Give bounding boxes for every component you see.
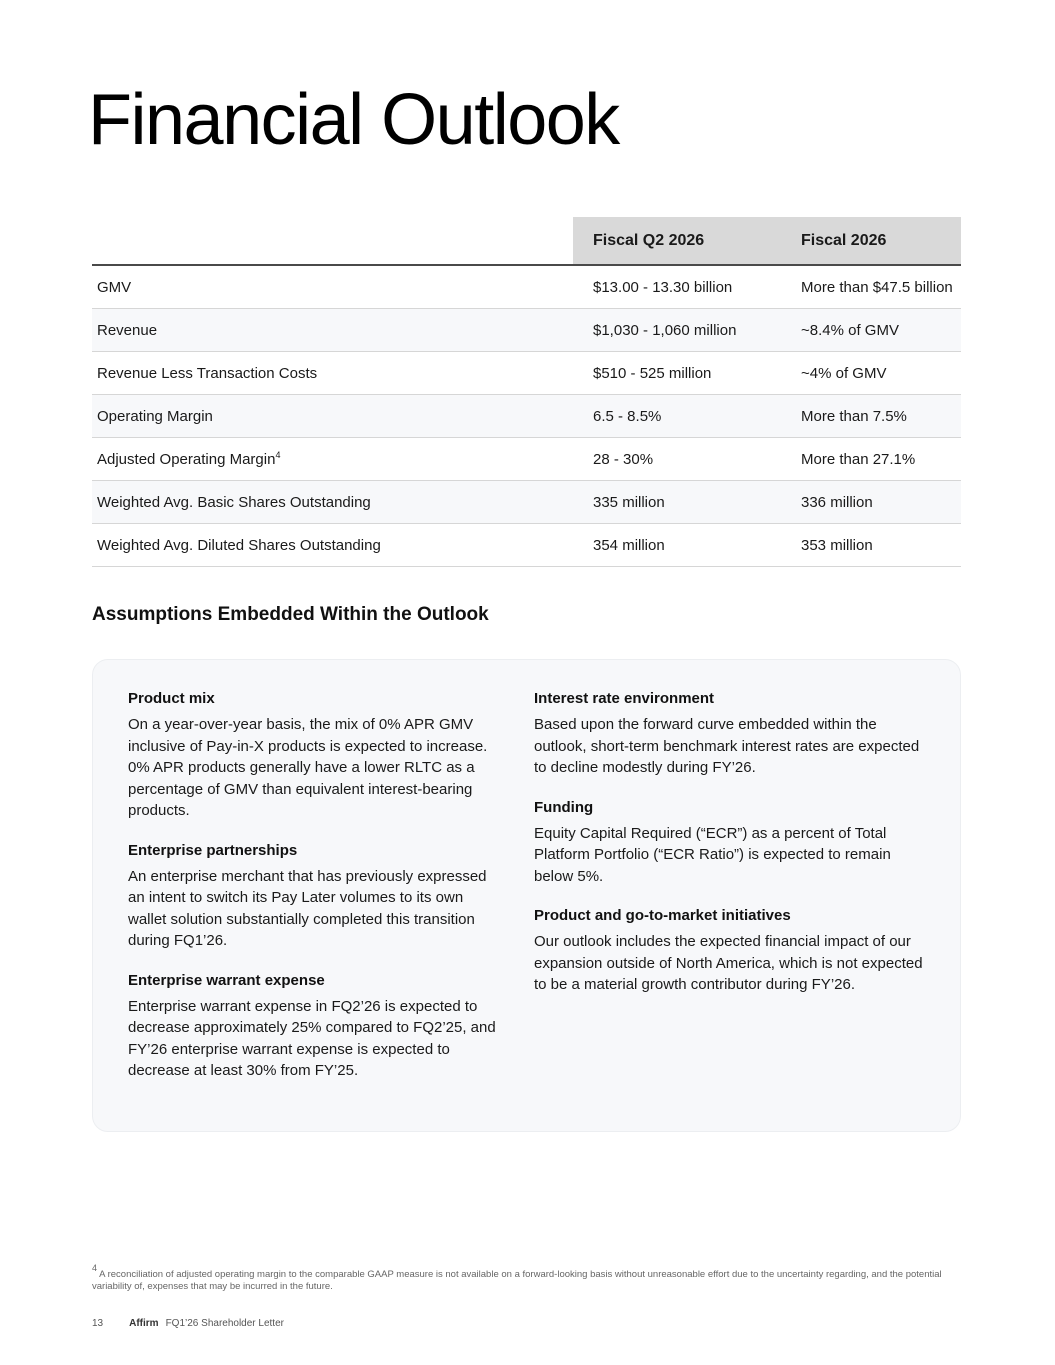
row-q2-value: 354 million — [573, 524, 787, 567]
row-fy-value: 336 million — [787, 481, 961, 524]
assumption-text: Equity Capital Required (“ECR”) as a percent of Total Platform Portfolio (“ECR Ratio”) is expected to remain below 5%. — [534, 824, 891, 885]
header-fiscal-2026: Fiscal 2026 — [787, 217, 961, 265]
row-metric: GMV — [92, 265, 573, 309]
footnote — [92, 1263, 962, 1293]
row-q2-value: $1,030 - 1,060 million — [573, 309, 787, 352]
table-row — [92, 265, 961, 309]
row-fy-value: 353 million — [787, 524, 961, 567]
assumption-text: On a year-over-year basis, the mix of 0% APR GMV inclusive of Pay-in-X products is expected to increase. 0% APR products generally have a lower RLTC as a percentage of GMV than equivalent interest-bearing products. — [128, 716, 488, 819]
outlook-table — [92, 217, 961, 567]
header-fiscal-q2-2026: Fiscal Q2 2026 — [573, 217, 787, 265]
table-row — [92, 395, 961, 438]
row-metric: Operating Margin — [92, 395, 573, 438]
table-row — [92, 309, 961, 352]
assumption-interest-rate-environment — [534, 690, 924, 779]
row-metric: Adjusted Operating Margin$^4$ — [92, 438, 573, 481]
row-fy-value: ~8.4% of GMV — [787, 309, 961, 352]
row-fy-value: ~4% of GMV — [787, 352, 961, 395]
page-footer — [92, 1318, 284, 1329]
table-row — [92, 524, 961, 567]
row-metric: Weighted Avg. Diluted Shares Outstanding — [92, 524, 573, 567]
assumption-text: Based upon the forward curve embedded within the outlook, short-term benchmark interest rates are expected to decline modestly during FY’26. — [534, 716, 920, 776]
assumption-title: Enterprise partnerships — [128, 841, 298, 859]
row-metric: Weighted Avg. Basic Shares Outstanding — [92, 481, 573, 524]
assumption-title: Funding — [534, 798, 594, 816]
row-q2-value: 335 million — [573, 481, 787, 524]
row-fy-value: More than 27.1% — [787, 438, 961, 481]
table-row — [92, 481, 961, 524]
footnote-text: A reconciliation of adjusted operating margin to the comparable GAAP measure is not available on a forward-looking basis without unreasonable effort due to the uncertainty regarding, and the potential variability of, expenses that may be incurred in the future. — [92, 1269, 942, 1292]
assumptions-right-column — [534, 690, 924, 1016]
assumption-title: Enterprise warrant expense — [128, 971, 325, 989]
document-title: FQ1’26 Shareholder Letter — [165, 1318, 284, 1329]
table-header-row — [92, 217, 961, 265]
assumptions-left-column — [128, 690, 500, 1102]
row-fy-value: More than 7.5% — [787, 395, 961, 438]
assumption-funding — [534, 799, 924, 888]
assumption-title: Interest rate environment — [534, 690, 715, 707]
row-fy-value: More than $47.5 billion — [787, 265, 961, 309]
assumption-go-to-market — [534, 907, 924, 996]
row-q2-value: $13.00 - 13.30 billion — [573, 265, 787, 309]
row-q2-value: 6.5 - 8.5% — [573, 395, 787, 438]
row-metric: Revenue — [92, 309, 573, 352]
table-row — [92, 438, 961, 481]
page-number: 13 — [92, 1318, 104, 1329]
assumption-text: Our outlook includes the expected financial impact of our expansion outside of North America, which is not expected to be a material growth contributor during FY’26. — [534, 933, 923, 993]
assumption-enterprise-partnerships — [128, 842, 500, 952]
assumption-enterprise-warrant-expense — [128, 972, 500, 1082]
assumptions-panel — [92, 659, 961, 1132]
brand-name: Affirm — [129, 1318, 159, 1329]
assumption-title: Product and go-to-market initiatives — [534, 907, 791, 924]
assumption-title: Product mix — [128, 690, 215, 707]
footnote-ref: 4 — [275, 449, 281, 460]
assumption-text: An enterprise merchant that has previously expressed an intent to switch its Pay Later volumes to its own wallet solution substantially completed this transition during FQ1’26. — [128, 867, 487, 949]
header-metric — [92, 217, 573, 265]
row-q2-value: $510 - 525 million — [573, 352, 787, 395]
assumption-text: Enterprise warrant expense in FQ2’26 is expected to decrease approximately 25% compared to FQ2’25, and FY’26 enterprise warrant expense is expected to decrease at least 30% from FY’25. — [128, 997, 496, 1079]
row-q2-value: 28 - 30% — [573, 438, 787, 481]
assumptions-heading: Assumptions Embedded Within the Outlook — [92, 604, 489, 625]
footnote-marker: 4 — [92, 1263, 98, 1273]
assumption-product-mix — [128, 690, 500, 822]
row-metric: Revenue Less Transaction Costs — [92, 352, 573, 395]
page-title: Financial Outlook — [88, 80, 619, 160]
table-row — [92, 352, 961, 395]
